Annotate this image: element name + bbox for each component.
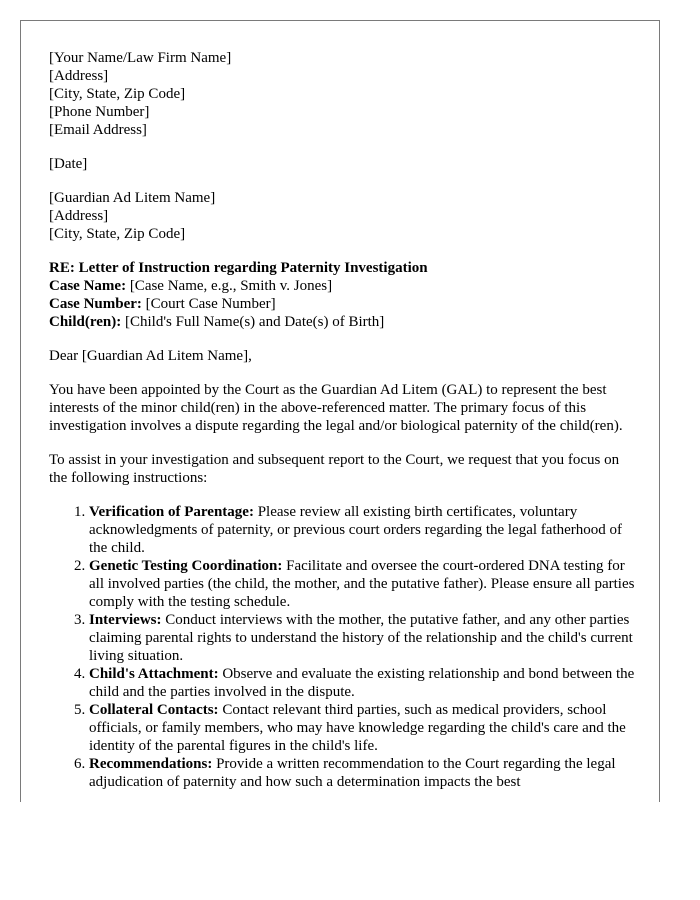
instruction-text: Please review all existing birth certificates, voluntary acknowledgments of paternity, or previous court orders regarding the legal fatherhood of the child. [89,504,623,556]
instruction-title: Collateral Contacts: [89,702,219,718]
instruction-title: Verification of Parentage: [89,504,254,520]
children-label: Child(ren): [49,314,122,330]
instruction-text: Conduct interviews with the mother, the putative father, and any other parties claiming parental rights to understand the history of the relationship and the child's current living situation. [89,612,633,664]
recipient-city-state-zip: [City, State, Zip Code] [49,226,186,242]
recipient-block [49,189,639,243]
case-name-label: Case Name: [49,278,127,294]
sender-address: [Address] [49,68,109,84]
instruction-title: Interviews: [89,612,162,628]
body-paragraph-appointment: You have been appointed by the Court as the Guardian Ad Litem (GAL) to represent the best interests of the minor child(ren) in the above-referenced matter. The primary focus of this investigation involves a dispute regarding the legal and/or biological paternity of the child(ren). [49,382,623,434]
date-block [49,155,639,173]
case-number-label: Case Number: [49,296,142,312]
instruction-text: Provide a written recommendation to the Court regarding the legal adjudication of paternity and how such a determination impacts the best [89,756,616,790]
case-number-line [49,295,639,313]
list-item [89,557,639,611]
list-item [89,755,639,791]
instruction-title: Child's Attachment: [89,666,219,682]
letter-content [49,49,639,791]
letter-date: [Date] [49,156,88,172]
instruction-title: Recommendations: [89,756,213,772]
children-value: [Child's Full Name(s) and Date(s) of Birth] [121,314,385,330]
salutation: Dear [Guardian Ad Litem Name], [49,348,252,364]
body-paragraph-instructions-intro: To assist in your investigation and subsequent report to the Court, we request that you focus on the following instructions: [49,452,620,486]
sender-phone: [Phone Number] [49,104,150,120]
list-item [89,611,639,665]
instruction-text: Observe and evaluate the existing relationship and bond between the child and the parties involved in the dispute. [89,666,635,700]
list-item [89,665,639,701]
recipient-address: [Address] [49,208,109,224]
instruction-text: Contact relevant third parties, such as medical providers, school officials, or family members, who may have knowledge regarding the child's care and the identity of the parental figures in the child's life. [89,702,626,754]
children-line [49,313,639,331]
re-block [49,259,639,331]
case-name-line [49,277,639,295]
sender-block [49,49,639,139]
list-item [89,503,639,557]
case-name-value: [Case Name, e.g., Smith v. Jones] [126,278,333,294]
sender-city-state-zip: [City, State, Zip Code] [49,86,186,102]
re-subject: RE: Letter of Instruction regarding Paternity Investigation [49,260,428,276]
case-number-value: [Court Case Number] [141,296,276,312]
sender-email: [Email Address] [49,122,147,138]
instruction-title: Genetic Testing Coordination: [89,558,283,574]
letter-page [20,20,660,802]
recipient-name: [Guardian Ad Litem Name] [49,190,216,206]
sender-name: [Your Name/Law Firm Name] [49,50,232,66]
instructions-list [49,503,639,791]
list-item [89,701,639,755]
instruction-text: Facilitate and oversee the court-ordered DNA testing for all involved parties (the child, the mother, and the putative father). Please ensure all parties comply with the testing schedule. [89,558,635,610]
